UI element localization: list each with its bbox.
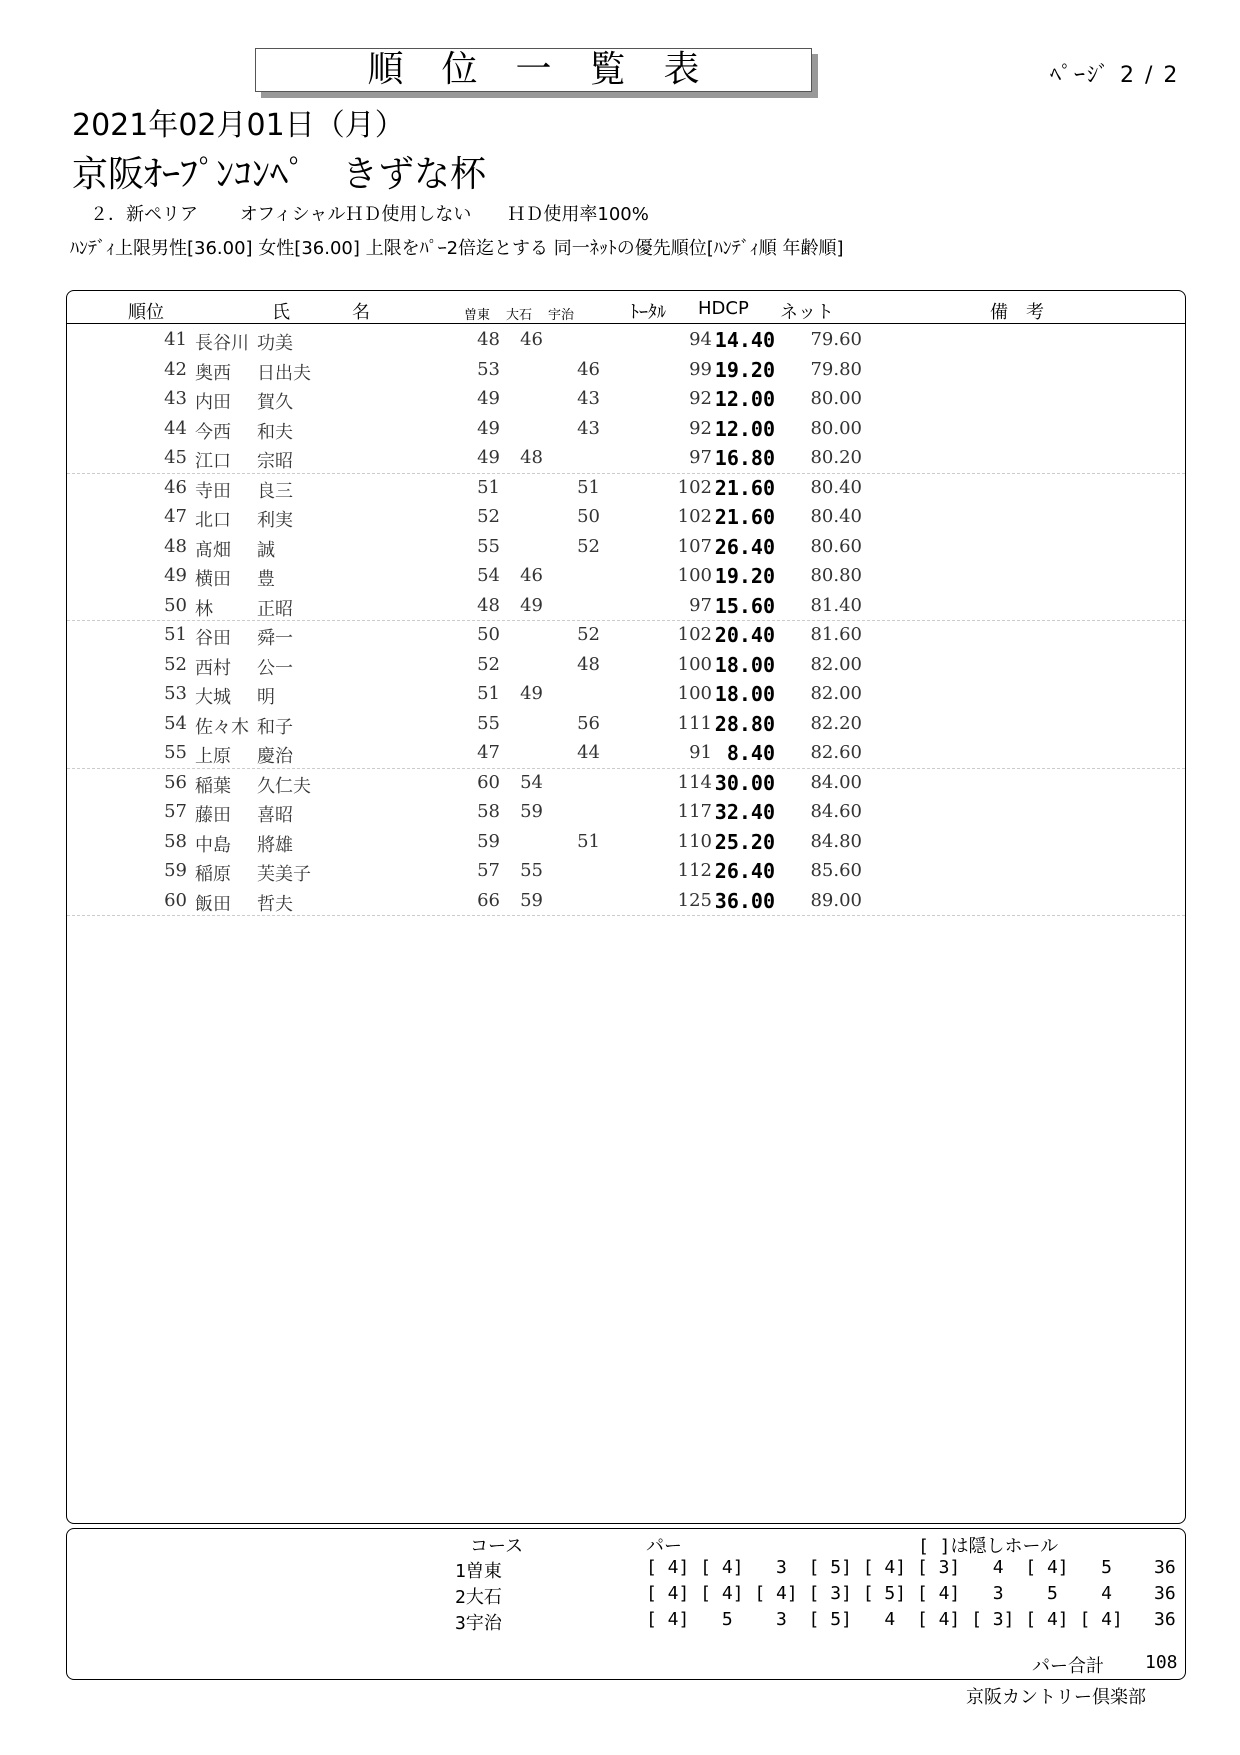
total-cell: 100	[677, 653, 712, 675]
family-name-cell: 藤田	[195, 805, 231, 826]
net-cell: 82.00	[810, 683, 862, 704]
col-course-3: 宇治	[548, 308, 575, 323]
col-course-2: 大石	[506, 308, 533, 323]
total-cell: 112	[677, 860, 712, 881]
table-row	[67, 827, 1185, 857]
given-name-cell: 明	[257, 687, 275, 708]
rank-cell: 47	[164, 506, 187, 527]
course-label: コース	[470, 1536, 524, 1557]
given-name-cell: 豊	[257, 569, 275, 590]
col-total: ﾄｰﾀﾙ	[630, 302, 666, 323]
given-name-cell: 喜昭	[257, 805, 293, 826]
given-name-cell: 誠	[257, 539, 275, 561]
total-cell: 107	[677, 535, 712, 557]
col-course-1: 曽東	[464, 308, 491, 323]
table-row	[67, 355, 1185, 385]
given-name-cell: 芙美子	[257, 864, 311, 885]
rank-cell: 44	[164, 417, 187, 439]
hdcp-cell: 25.20	[714, 829, 775, 854]
course-par-sum: 36	[1154, 1609, 1176, 1630]
net-cell: 80.40	[810, 506, 862, 527]
given-name-cell: 哲夫	[257, 893, 293, 915]
hdcp-cell: 19.20	[714, 357, 775, 382]
net-cell: 85.60	[810, 860, 862, 881]
total-cell: 92	[689, 417, 712, 439]
rank-cell: 41	[164, 329, 187, 350]
club-name: 京阪カントリー倶楽部	[966, 1687, 1146, 1708]
net-cell: 84.00	[810, 771, 862, 793]
net-cell: 79.80	[810, 358, 862, 380]
net-cell: 84.80	[810, 830, 862, 852]
table-row	[67, 709, 1185, 739]
hdcp-cell: 18.00	[714, 652, 775, 677]
hidden-hole-note: [ ]は隠しホール	[918, 1536, 1059, 1557]
course2-score-cell: 55	[520, 860, 543, 881]
total-cell: 99	[689, 358, 712, 380]
net-cell: 80.80	[810, 565, 862, 586]
net-cell: 80.40	[810, 476, 862, 498]
given-name-cell: 良三	[257, 480, 293, 502]
net-cell: 80.60	[810, 535, 862, 557]
course-par-sum: 36	[1154, 1583, 1176, 1604]
hdcp-cell: 18.00	[714, 682, 775, 706]
course1-score-cell: 49	[477, 388, 500, 409]
table-row	[67, 561, 1185, 591]
total-cell: 117	[677, 801, 712, 822]
given-name-cell: 和夫	[257, 421, 293, 443]
net-cell: 82.20	[810, 712, 862, 734]
par-total-label: パー合計	[1032, 1656, 1104, 1677]
table-row	[67, 591, 1185, 621]
given-name-cell: 將雄	[257, 834, 293, 856]
hdcp-cell: 36.00	[714, 888, 775, 913]
course1-score-cell: 52	[477, 506, 500, 527]
course3-score-cell: 52	[577, 535, 600, 557]
rank-cell: 51	[164, 624, 187, 645]
page-number: ﾍﾟｰｼﾞ 2 / 2	[1050, 63, 1180, 88]
col-rank: 順位	[128, 302, 164, 323]
table-row	[67, 856, 1185, 886]
given-name-cell: 公一	[257, 657, 293, 679]
course2-score-cell: 49	[520, 594, 543, 616]
course1-score-cell: 57	[477, 860, 500, 881]
course1-score-cell: 49	[477, 417, 500, 439]
net-cell: 79.60	[810, 329, 862, 350]
course1-score-cell: 51	[477, 476, 500, 498]
family-name-cell: 横田	[195, 569, 231, 590]
course1-score-cell: 51	[477, 683, 500, 704]
rank-cell: 56	[164, 771, 187, 793]
course3-score-cell: 50	[577, 506, 600, 527]
given-name-cell: 日出夫	[257, 362, 311, 384]
family-name-cell: 中島	[195, 834, 231, 856]
total-cell: 102	[677, 506, 712, 527]
course1-score-cell: 48	[477, 594, 500, 616]
net-cell: 80.20	[810, 447, 862, 468]
table-row	[67, 443, 1185, 473]
group-divider	[67, 915, 1185, 916]
total-cell: 102	[677, 476, 712, 498]
event-date: 2021年02月01日（月）	[72, 108, 405, 143]
competition-name: 京阪ｵｰﾌﾟﾝｺﾝﾍﾟ きずな杯	[72, 154, 487, 195]
hdcp-cell: 19.20	[714, 564, 775, 588]
given-name-cell: 舜一	[257, 628, 293, 649]
course3-score-cell: 43	[577, 388, 600, 409]
given-name-cell: 慶治	[257, 746, 293, 767]
table-row	[67, 679, 1185, 709]
family-name-cell: 上原	[195, 746, 231, 767]
rank-cell: 50	[164, 594, 187, 616]
table-row	[67, 738, 1185, 768]
total-cell: 100	[677, 565, 712, 586]
hdcp-cell: 8.40	[726, 741, 775, 765]
par-label: パー	[646, 1536, 682, 1557]
net-cell: 82.00	[810, 653, 862, 675]
course3-score-cell: 46	[577, 358, 600, 380]
course1-score-cell: 48	[477, 329, 500, 350]
course-name: 3宇治	[455, 1613, 502, 1634]
course1-score-cell: 66	[477, 889, 500, 911]
course1-score-cell: 52	[477, 653, 500, 675]
net-cell: 81.60	[810, 624, 862, 645]
col-net: ネット	[780, 302, 834, 323]
given-name-cell: 久仁夫	[257, 775, 311, 797]
hdcp-cell: 14.40	[714, 328, 775, 352]
table-row	[67, 650, 1185, 680]
table-row	[67, 620, 1185, 650]
table-row	[67, 768, 1185, 798]
net-cell: 82.60	[810, 742, 862, 763]
net-cell: 84.60	[810, 801, 862, 822]
conditions-line-2: ﾊﾝﾃﾞｨ上限男性[36.00] 女性[36.00] 上限をﾊﾟｰ2倍迄とする 同一ﾈｯﾄの優先順位[ﾊﾝﾃﾞｨ順 年齢順]	[70, 238, 844, 259]
table-row	[67, 797, 1185, 827]
course-name: 1曽東	[455, 1561, 502, 1582]
hdcp-cell: 30.00	[714, 770, 775, 795]
total-cell: 94	[689, 329, 712, 350]
family-name-cell: 北口	[195, 510, 231, 531]
rank-cell: 53	[164, 683, 187, 704]
course2-score-cell: 59	[520, 801, 543, 822]
course3-score-cell: 44	[577, 742, 600, 763]
rank-cell: 42	[164, 358, 187, 380]
header-divider	[67, 323, 1185, 324]
given-name-cell: 宗昭	[257, 451, 293, 472]
course1-score-cell: 59	[477, 830, 500, 852]
family-name-cell: 寺田	[195, 480, 231, 502]
hdcp-cell: 21.60	[714, 475, 775, 500]
family-name-cell: 西村	[195, 657, 231, 679]
family-name-cell: 奥西	[195, 362, 231, 384]
hdcp-cell: 26.40	[714, 859, 775, 883]
conditions-line-1: ２．新ペリア オフィシャルＨＤ使用しない ＨＤ使用率100%	[90, 204, 649, 225]
rank-cell: 45	[164, 447, 187, 468]
family-name-cell: 江口	[195, 451, 231, 472]
hdcp-cell: 28.80	[714, 711, 775, 736]
net-cell: 81.40	[810, 594, 862, 616]
family-name-cell: 長谷川	[195, 333, 249, 354]
total-cell: 110	[677, 830, 712, 852]
course-par-sum: 36	[1154, 1557, 1176, 1578]
total-cell: 91	[689, 742, 712, 763]
family-name-cell: 谷田	[195, 628, 231, 649]
course1-score-cell: 55	[477, 712, 500, 734]
total-cell: 97	[689, 447, 712, 468]
total-cell: 125	[677, 889, 712, 911]
total-cell: 100	[677, 683, 712, 704]
course2-score-cell: 46	[520, 329, 543, 350]
hdcp-cell: 20.40	[714, 623, 775, 647]
total-cell: 102	[677, 624, 712, 645]
rank-cell: 43	[164, 388, 187, 409]
given-name-cell: 利実	[257, 510, 293, 531]
course3-score-cell: 48	[577, 653, 600, 675]
family-name-cell: 佐々木	[195, 716, 249, 738]
total-cell: 111	[677, 712, 712, 734]
hdcp-cell: 16.80	[714, 446, 775, 470]
given-name-cell: 正昭	[257, 598, 293, 620]
col-name-a: 氏	[272, 302, 290, 323]
rank-cell: 59	[164, 860, 187, 881]
table-row	[67, 886, 1185, 916]
page-title: 順位一覧表	[255, 48, 812, 92]
given-name-cell: 賀久	[257, 392, 293, 413]
course2-score-cell: 49	[520, 683, 543, 704]
given-name-cell: 功美	[257, 333, 293, 354]
par-total: 108	[1145, 1652, 1178, 1673]
rank-cell: 60	[164, 889, 187, 911]
family-name-cell: 髙畑	[195, 539, 231, 561]
course2-score-cell: 59	[520, 889, 543, 911]
course-holes: [ 4] 5 3 [ 5] 4 [ 4] [ 3] [ 4] [ 4]	[646, 1609, 1123, 1630]
rank-cell: 52	[164, 653, 187, 675]
net-cell: 89.00	[810, 889, 862, 911]
total-cell: 92	[689, 388, 712, 409]
hdcp-cell: 26.40	[714, 534, 775, 559]
hdcp-cell: 12.00	[714, 416, 775, 441]
col-name-b: 名	[352, 302, 370, 323]
course2-score-cell: 46	[520, 565, 543, 586]
hdcp-cell: 21.60	[714, 505, 775, 529]
rank-cell: 58	[164, 830, 187, 852]
course1-score-cell: 49	[477, 447, 500, 468]
hdcp-cell: 15.60	[714, 593, 775, 618]
course-name: 2大石	[455, 1587, 502, 1608]
family-name-cell: 林	[195, 598, 213, 620]
course3-score-cell: 56	[577, 712, 600, 734]
course3-score-cell: 51	[577, 476, 600, 498]
rank-cell: 55	[164, 742, 187, 763]
table-row	[67, 325, 1185, 355]
net-cell: 80.00	[810, 417, 862, 439]
course1-score-cell: 58	[477, 801, 500, 822]
hdcp-cell: 32.40	[714, 800, 775, 824]
rank-cell: 46	[164, 476, 187, 498]
col-hdcp: HDCP	[698, 298, 749, 319]
course1-score-cell: 47	[477, 742, 500, 763]
course1-score-cell: 53	[477, 358, 500, 380]
rank-cell: 57	[164, 801, 187, 822]
table-row	[67, 502, 1185, 532]
course-holes: [ 4] [ 4] 3 [ 5] [ 4] [ 3] 4 [ 4] 5	[646, 1557, 1112, 1578]
table-row	[67, 473, 1185, 503]
hdcp-cell: 12.00	[714, 387, 775, 411]
total-cell: 114	[677, 771, 712, 793]
family-name-cell: 今西	[195, 421, 231, 443]
rank-cell: 49	[164, 565, 187, 586]
course3-score-cell: 43	[577, 417, 600, 439]
course1-score-cell: 50	[477, 624, 500, 645]
rank-cell: 54	[164, 712, 187, 734]
course1-score-cell: 60	[477, 771, 500, 793]
family-name-cell: 大城	[195, 687, 231, 708]
given-name-cell: 和子	[257, 716, 293, 738]
course3-score-cell: 51	[577, 830, 600, 852]
col-remarks: 備 考	[990, 302, 1044, 323]
net-cell: 80.00	[810, 388, 862, 409]
course-holes: [ 4] [ 4] [ 4] [ 3] [ 5] [ 4] 3 5 4	[646, 1583, 1112, 1604]
course1-score-cell: 54	[477, 565, 500, 586]
family-name-cell: 稲原	[195, 864, 231, 885]
course2-score-cell: 54	[520, 771, 543, 793]
rank-cell: 48	[164, 535, 187, 557]
family-name-cell: 飯田	[195, 893, 231, 915]
course2-score-cell: 48	[520, 447, 543, 468]
family-name-cell: 稲葉	[195, 775, 231, 797]
table-row	[67, 414, 1185, 444]
table-row	[67, 532, 1185, 562]
family-name-cell: 内田	[195, 392, 231, 413]
course1-score-cell: 55	[477, 535, 500, 557]
total-cell: 97	[689, 594, 712, 616]
course3-score-cell: 52	[577, 624, 600, 645]
table-row	[67, 384, 1185, 414]
